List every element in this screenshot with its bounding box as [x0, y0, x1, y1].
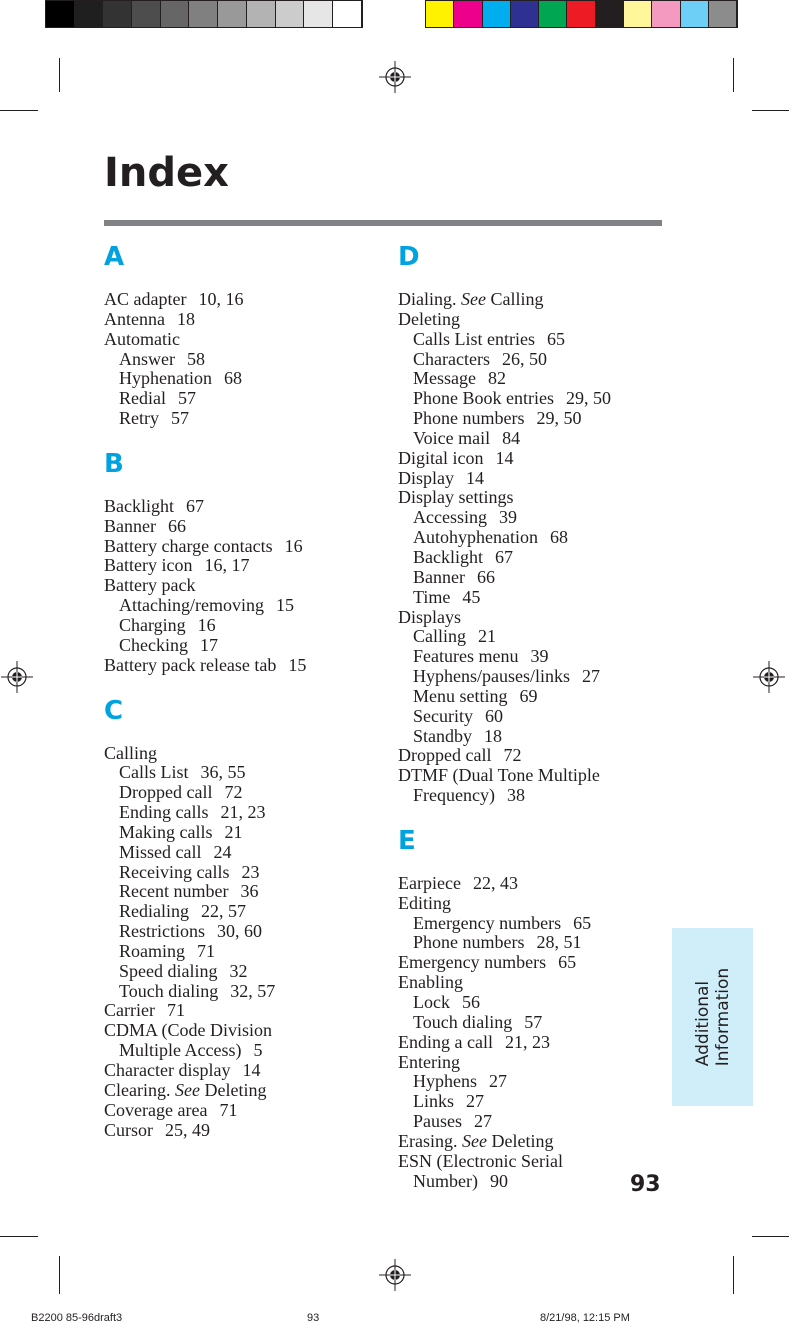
entry-pages: 14 — [495, 447, 514, 468]
entry-pages: 27 — [582, 666, 600, 687]
index-subentry — [398, 429, 668, 449]
index-entry — [104, 310, 374, 330]
see-reference-target: Calling — [490, 289, 544, 309]
see-reference-target: Deleting — [491, 1130, 554, 1151]
entry-pages: 68 — [549, 527, 568, 548]
entry-pages: 30, 60 — [217, 921, 262, 942]
index-entry — [398, 469, 668, 489]
registration-mark-icon — [753, 661, 785, 693]
index-subentry — [104, 596, 374, 616]
index-entry — [398, 766, 668, 786]
entry-pages: 65 — [573, 912, 592, 933]
index-entry — [104, 1061, 374, 1081]
index-subentry — [104, 962, 374, 982]
entry-term: Battery charge contacts — [104, 535, 273, 556]
entry-pages: 15 — [288, 654, 307, 675]
index-subentry — [398, 687, 668, 707]
gray-swatch — [189, 1, 218, 27]
entry-term: Display settings — [398, 487, 514, 508]
entry-term: Automatic — [104, 328, 180, 349]
entry-pages: 57 — [171, 408, 189, 429]
registration-mark-icon — [379, 61, 411, 93]
entry-pages: 71 — [219, 1099, 238, 1120]
gray-swatch — [247, 1, 276, 27]
footer-filename: B2200 85-96draft3 — [31, 1312, 123, 1324]
registration-mark-icon — [1, 661, 33, 693]
entry-pages: 36, 55 — [200, 762, 246, 783]
entry-term: Missed call — [119, 841, 202, 862]
index-entry — [104, 1021, 374, 1041]
entry-pages: 29, 50 — [536, 408, 582, 429]
entry-term: Accessing — [413, 507, 487, 528]
index-subentry — [398, 1112, 668, 1132]
entry-term: DTMF (Dual Tone Multiple — [398, 765, 600, 786]
side-tab-line: Information — [712, 967, 733, 1067]
entry-pages: 38 — [506, 785, 525, 806]
index-subentry — [398, 993, 668, 1013]
index-subentry — [104, 823, 374, 843]
index-entry — [104, 1001, 374, 1021]
index-subentry — [398, 1013, 668, 1033]
index-subentry — [104, 369, 374, 389]
entry-term: Earpiece — [398, 872, 461, 893]
entry-term: Backlight — [413, 546, 483, 567]
index-entry — [104, 517, 374, 537]
index-subentry — [398, 786, 668, 806]
gray-swatch — [75, 1, 104, 27]
entry-pages: 27 — [474, 1111, 492, 1132]
index-subentry — [104, 783, 374, 803]
index-subentry — [104, 763, 374, 783]
entry-term: Features menu — [413, 646, 519, 667]
entry-pages: 32, 57 — [230, 980, 276, 1001]
entry-term: Displays — [398, 606, 461, 627]
entry-term: Cursor — [104, 1119, 153, 1140]
entry-pages: 84 — [502, 427, 521, 448]
entry-pages: 5 — [253, 1040, 263, 1061]
index-entry — [104, 556, 374, 576]
gray-swatch — [161, 1, 190, 27]
color-swatch — [511, 1, 539, 27]
entry-term: Battery pack — [104, 575, 196, 596]
index-subentry — [398, 647, 668, 667]
entry-term: Emergency numbers — [398, 952, 547, 973]
index-subentry — [398, 508, 668, 528]
index-subentry — [398, 667, 668, 687]
entry-term: Phone numbers — [413, 408, 525, 429]
index-entry — [104, 576, 374, 596]
see-reference-label: See — [461, 289, 486, 309]
index-subentry — [398, 707, 668, 727]
entry-term: Calling — [104, 742, 157, 763]
index-entry — [104, 1081, 374, 1101]
index-entry — [398, 1132, 668, 1152]
index-entry — [398, 290, 668, 310]
entry-term: Dropped call — [119, 782, 213, 803]
entry-term: Editing — [398, 892, 451, 913]
index-subentry — [398, 528, 668, 548]
entry-term: Message — [413, 368, 476, 389]
entry-term: Battery pack release tab — [104, 654, 277, 675]
entry-term: Carrier — [104, 1000, 155, 1021]
entry-term: Time — [413, 586, 451, 607]
entry-term: Battery icon — [104, 555, 193, 576]
entry-term: Retry — [119, 408, 159, 429]
entry-term: Redial — [119, 388, 166, 409]
entry-term: Number) — [413, 1170, 478, 1191]
entry-term: Restrictions — [119, 921, 205, 942]
index-entry — [398, 1152, 668, 1172]
see-reference-label: See — [174, 1079, 200, 1100]
entry-pages: 60 — [485, 705, 503, 726]
index-entry — [398, 973, 668, 993]
entry-pages: 22, 57 — [201, 901, 246, 922]
index-section — [104, 242, 374, 429]
page-title: Index — [104, 150, 229, 196]
entry-pages: 18 — [484, 725, 503, 746]
color-swatch — [681, 1, 709, 27]
index-entry — [104, 744, 374, 764]
index-entry — [398, 608, 668, 628]
entry-term: Autohyphenation — [413, 527, 538, 548]
color-swatch — [454, 1, 482, 27]
entry-pages: 65 — [546, 328, 565, 349]
index-column-right — [398, 238, 668, 1211]
entry-term: Hyphens/pauses/links — [413, 666, 570, 687]
index-subentry — [398, 548, 668, 568]
crop-mark — [59, 58, 60, 92]
entry-term: Redialing — [119, 901, 189, 922]
index-subentry — [104, 409, 374, 429]
entry-pages: 21, 23 — [504, 1031, 550, 1052]
color-swatch — [652, 1, 680, 27]
entry-pages: 32 — [229, 960, 248, 981]
entry-term: Emergency numbers — [413, 912, 562, 933]
entry-term: Antenna — [104, 308, 165, 329]
index-subentry — [104, 882, 374, 902]
index-subentry — [104, 350, 374, 370]
entry-pages: 21 — [224, 821, 243, 842]
entry-term: Ending calls — [119, 802, 209, 823]
index-subentry — [104, 922, 374, 942]
entry-pages: 26, 50 — [501, 348, 547, 369]
index-section — [398, 242, 668, 806]
index-subentry — [398, 627, 668, 647]
gray-swatch — [46, 1, 75, 27]
entry-pages: 17 — [200, 634, 218, 655]
page-number: 93 — [630, 1172, 661, 1197]
entry-term: Speed dialing — [119, 960, 218, 981]
entry-term: Banner — [413, 566, 465, 587]
entry-term: Recent number — [119, 881, 229, 902]
gray-swatch — [304, 1, 333, 27]
entry-term: Calling — [413, 626, 466, 647]
entry-term: Calls List entries — [413, 328, 535, 349]
color-swatch — [709, 1, 737, 27]
index-entry — [398, 1053, 668, 1073]
registration-mark-icon — [379, 1259, 411, 1291]
index-subentry — [398, 1092, 668, 1112]
entry-term: CDMA (Code Division — [104, 1020, 273, 1041]
entry-pages: 23 — [241, 861, 260, 882]
entry-term: Backlight — [104, 495, 174, 516]
entry-term: Touch dialing — [413, 1011, 513, 1032]
entry-term: AC adapter — [104, 289, 187, 309]
index-subentry — [398, 350, 668, 370]
index-entry — [104, 497, 374, 517]
index-subentry — [104, 942, 374, 962]
index-entry — [104, 330, 374, 350]
index-column-left — [104, 238, 374, 1160]
index-entry — [398, 449, 668, 469]
color-swatch — [567, 1, 595, 27]
entry-pages: 57 — [524, 1011, 543, 1032]
entry-term: Menu setting — [413, 685, 508, 706]
entry-term: Characters — [413, 348, 490, 369]
entry-term: Security — [413, 705, 473, 726]
index-entry — [398, 746, 668, 766]
entry-pages: 24 — [213, 841, 232, 862]
color-swatch — [426, 1, 454, 27]
gray-swatch — [132, 1, 161, 27]
color-calibration-bar — [425, 0, 738, 28]
crop-mark — [752, 110, 789, 111]
see-reference-label: See — [461, 1130, 487, 1151]
entry-term: Answer — [119, 348, 175, 369]
index-subentry — [398, 727, 668, 747]
index-entry — [104, 537, 374, 557]
crop-mark — [733, 58, 734, 92]
entry-term: Erasing. — [398, 1130, 458, 1151]
entry-pages: 10, 16 — [198, 289, 244, 309]
entry-pages: 39 — [498, 507, 517, 528]
entry-pages: 15 — [275, 595, 294, 616]
entry-pages: 66 — [476, 566, 495, 587]
entry-term: Receiving calls — [119, 861, 230, 882]
entry-pages: 56 — [461, 992, 480, 1012]
index-entry — [104, 1121, 374, 1141]
index-entry — [398, 1033, 668, 1053]
entry-term: Lock — [413, 992, 450, 1012]
index-section — [398, 826, 668, 1192]
entry-pages: 18 — [176, 308, 195, 329]
entry-pages: 65 — [558, 952, 577, 973]
entry-term: Enabling — [398, 972, 463, 993]
index-entry — [104, 1101, 374, 1121]
index-subentry — [104, 982, 374, 1002]
index-entry — [398, 894, 668, 914]
entry-pages: 21 — [478, 626, 496, 647]
crop-mark — [59, 1256, 60, 1294]
side-tab-line: Additional — [692, 980, 713, 1067]
index-subentry — [104, 902, 374, 922]
index-entry — [398, 953, 668, 973]
index-entry — [104, 656, 374, 676]
entry-pages: 14 — [242, 1060, 261, 1080]
entry-pages: 45 — [462, 586, 481, 607]
index-subentry — [398, 369, 668, 389]
index-subentry — [398, 389, 668, 409]
index-entry — [398, 488, 668, 508]
entry-term: Roaming — [119, 940, 185, 961]
entry-pages: 25, 49 — [165, 1119, 210, 1140]
side-tab-label — [693, 968, 733, 1066]
index-entry — [398, 310, 668, 330]
entry-pages: 68 — [223, 368, 242, 389]
entry-pages: 57 — [178, 388, 196, 409]
entry-term: Voice mail — [413, 427, 491, 448]
index-subentry — [104, 1041, 374, 1061]
index-subentry — [398, 1072, 668, 1092]
entry-term: Phone numbers — [413, 932, 525, 953]
entry-term: Entering — [398, 1051, 460, 1072]
entry-pages: 72 — [224, 782, 243, 803]
entry-pages: 21, 23 — [220, 802, 266, 823]
color-swatch — [539, 1, 567, 27]
crop-mark — [0, 1236, 38, 1237]
entry-term: Deleting — [398, 308, 460, 329]
index-section — [104, 696, 374, 1141]
footer-timestamp: 8/21/98, 12:15 PM — [540, 1312, 630, 1324]
section-letter: D — [398, 242, 420, 272]
index-entry — [104, 290, 374, 310]
title-rule — [104, 220, 662, 226]
crop-mark — [733, 1256, 734, 1294]
entry-term: Touch dialing — [119, 980, 219, 1001]
section-letter: B — [104, 448, 124, 479]
entry-pages: 58 — [187, 348, 205, 369]
entry-pages: 39 — [530, 646, 549, 667]
index-subentry — [398, 933, 668, 953]
entry-pages: 82 — [487, 368, 506, 389]
index-subentry — [104, 863, 374, 883]
entry-term: Coverage area — [104, 1099, 208, 1120]
entry-pages: 67 — [495, 546, 513, 567]
grayscale-calibration-bar — [45, 0, 363, 28]
entry-term: Phone Book entries — [413, 388, 554, 409]
section-letter: E — [398, 825, 416, 856]
entry-pages: 22, 43 — [472, 872, 518, 893]
entry-term: Frequency) — [413, 785, 495, 806]
entry-term: Standby — [413, 725, 473, 746]
index-subentry — [398, 568, 668, 588]
gray-swatch — [103, 1, 132, 27]
index-subentry — [398, 1172, 668, 1192]
entry-term: Digital icon — [398, 447, 484, 468]
section-side-tab[interactable] — [672, 928, 753, 1106]
index-subentry — [104, 843, 374, 863]
entry-term: Charging — [119, 614, 186, 635]
gray-swatch — [333, 1, 362, 27]
entry-pages: 69 — [519, 685, 538, 706]
entry-term: Ending a call — [398, 1031, 493, 1052]
entry-term: Hyphenation — [119, 368, 212, 389]
see-reference-target: Deleting — [204, 1079, 267, 1100]
footer-page: 93 — [307, 1312, 320, 1324]
entry-term: Calls List — [119, 762, 189, 783]
entry-pages: 16 — [197, 614, 216, 635]
entry-pages: 28, 51 — [536, 932, 582, 953]
entry-pages: 90 — [489, 1170, 508, 1191]
entry-pages: 29, 50 — [566, 388, 611, 409]
entry-term: Banner — [104, 515, 156, 536]
crop-mark — [0, 110, 38, 111]
entry-term: Making calls — [119, 821, 213, 842]
gray-swatch — [276, 1, 305, 27]
index-section — [104, 449, 374, 676]
index-subentry — [104, 616, 374, 636]
entry-term: Clearing. — [104, 1079, 171, 1100]
entry-pages: 16 — [284, 535, 303, 556]
index-subentry — [104, 389, 374, 409]
index-subentry — [398, 588, 668, 608]
entry-term: Dropped call — [398, 745, 492, 766]
gray-swatch — [218, 1, 247, 27]
entry-pages: 36 — [240, 881, 259, 902]
entry-term: Display — [398, 467, 454, 488]
entry-term: Character display — [104, 1060, 231, 1080]
entry-pages: 14 — [466, 467, 484, 488]
entry-pages: 66 — [167, 515, 186, 536]
color-swatch — [596, 1, 624, 27]
entry-pages: 72 — [503, 745, 522, 766]
index-subentry — [104, 636, 374, 656]
index-subentry — [398, 914, 668, 934]
entry-term: Multiple Access) — [119, 1040, 242, 1061]
index-subentry — [104, 803, 374, 823]
entry-pages: 27 — [489, 1071, 507, 1092]
entry-term: Dialing. — [398, 289, 457, 309]
crop-mark — [752, 1236, 789, 1237]
entry-term: Attaching/removing — [119, 595, 264, 616]
index-subentry — [398, 409, 668, 429]
index-entry — [398, 874, 668, 894]
entry-term: Links — [413, 1091, 455, 1112]
color-swatch — [483, 1, 511, 27]
section-letter: C — [104, 695, 124, 726]
entry-pages: 71 — [197, 940, 215, 961]
entry-term: Checking — [119, 634, 188, 655]
entry-term: ESN (Electronic Serial — [398, 1150, 563, 1171]
entry-pages: 16, 17 — [204, 555, 250, 576]
entry-pages: 67 — [186, 495, 204, 516]
index-subentry — [398, 330, 668, 350]
entry-pages: 27 — [466, 1091, 485, 1112]
color-swatch — [624, 1, 652, 27]
entry-pages: 71 — [166, 1000, 185, 1021]
entry-term: Hyphens — [413, 1071, 477, 1092]
section-letter: A — [104, 242, 125, 272]
entry-term: Pauses — [413, 1111, 462, 1132]
